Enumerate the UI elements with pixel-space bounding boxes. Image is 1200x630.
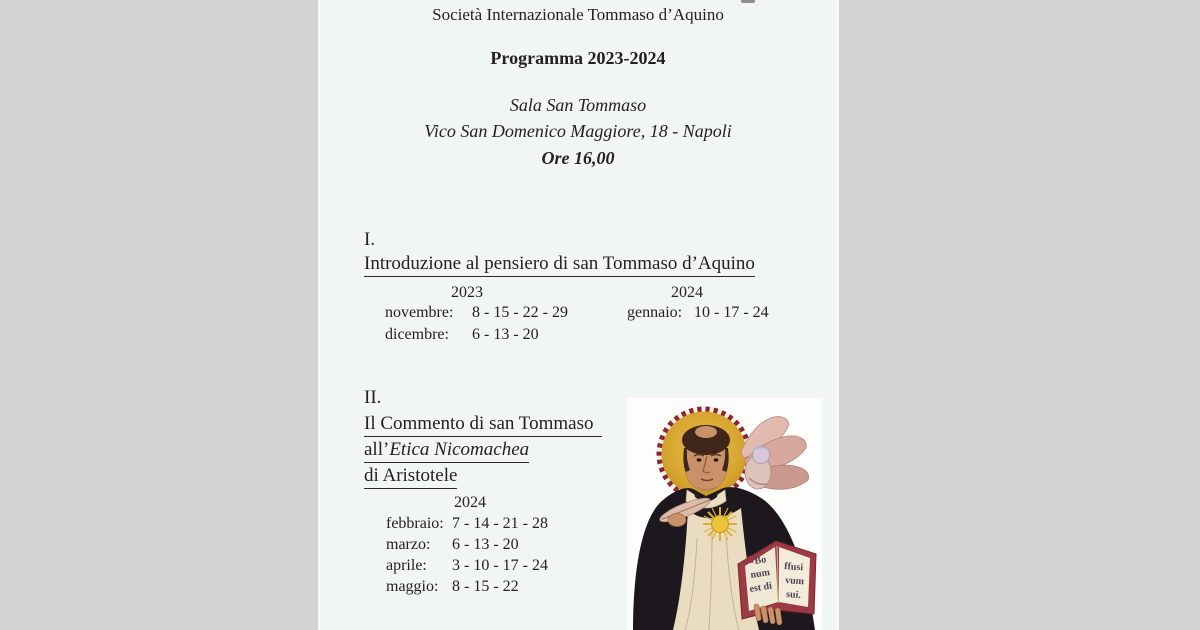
section1-title-text: Introduzione al pensiero di san Tommaso d’Aquino bbox=[364, 253, 755, 277]
society-name: Società Internazionale Tommaso d’Aquino bbox=[432, 5, 724, 24]
section1-numeral: I. bbox=[364, 229, 376, 250]
days-list: 8 - 15 - 22 bbox=[452, 578, 519, 595]
days-list: 7 - 14 - 21 - 28 bbox=[452, 515, 548, 532]
section2-title-line3-text: di Aristotele bbox=[364, 465, 457, 489]
month-label: maggio: bbox=[386, 578, 439, 595]
schedule-row-aprile bbox=[386, 557, 548, 575]
days-list: 10 - 17 - 24 bbox=[694, 304, 769, 321]
aquinas-illustration bbox=[627, 398, 822, 630]
month-label: dicembre: bbox=[385, 326, 449, 343]
cropped-top-artifact bbox=[741, 0, 755, 3]
schedule-row-marzo bbox=[386, 536, 519, 554]
venue-address: Vico San Domenico Maggiore, 18 - Napoli bbox=[424, 121, 732, 141]
book-text-line: num bbox=[749, 567, 771, 581]
month-label: marzo: bbox=[386, 536, 431, 553]
book-text-line: est di bbox=[748, 580, 773, 595]
days-list: 6 - 13 - 20 bbox=[452, 536, 519, 553]
title-italic-work: Etica Nicomachea bbox=[389, 439, 530, 460]
section1-year-2023: 2023 bbox=[451, 284, 483, 301]
month-label: novembre: bbox=[385, 304, 454, 321]
section2-title-line1 bbox=[364, 413, 602, 437]
book-text-line: ffusi bbox=[783, 561, 804, 574]
book-text-line: Bo bbox=[753, 554, 767, 567]
program-flyer bbox=[318, 0, 839, 630]
days-list: 3 - 10 - 17 - 24 bbox=[452, 557, 548, 574]
schedule-row-gennaio bbox=[627, 304, 769, 322]
program-title: Programma 2023-2024 bbox=[490, 48, 666, 68]
book-text-line: sui. bbox=[785, 589, 802, 602]
section2-title-line1-text: Il Commento di san Tommaso bbox=[364, 413, 602, 437]
aquinas-icon bbox=[627, 398, 822, 630]
section1-year-2024: 2024 bbox=[671, 284, 703, 301]
schedule-row-maggio bbox=[386, 578, 519, 596]
venue-name: Sala San Tommaso bbox=[509, 95, 647, 115]
section2-title-line2-text bbox=[364, 439, 529, 463]
saint-head bbox=[682, 425, 730, 491]
sun-icon bbox=[703, 507, 737, 541]
book-text-line: vum bbox=[784, 575, 805, 588]
title-prefix: all’ bbox=[364, 439, 390, 460]
meeting-time: Ore 16,00 bbox=[541, 148, 615, 168]
days-list: 6 - 13 - 20 bbox=[472, 326, 539, 343]
schedule-row-novembre bbox=[385, 304, 568, 322]
section2-title-line3 bbox=[364, 465, 457, 489]
schedule-row-febbraio bbox=[386, 515, 548, 533]
section2-numeral: II. bbox=[364, 387, 382, 408]
days-list: 8 - 15 - 22 - 29 bbox=[472, 304, 568, 321]
month-label: gennaio: bbox=[627, 304, 683, 321]
month-label: aprile: bbox=[386, 557, 427, 574]
section2-year-2024: 2024 bbox=[454, 494, 486, 511]
schedule-row-dicembre bbox=[385, 326, 539, 344]
section2-title-line2 bbox=[364, 439, 529, 463]
section1-title bbox=[364, 253, 755, 277]
month-label: febbraio: bbox=[386, 515, 444, 532]
